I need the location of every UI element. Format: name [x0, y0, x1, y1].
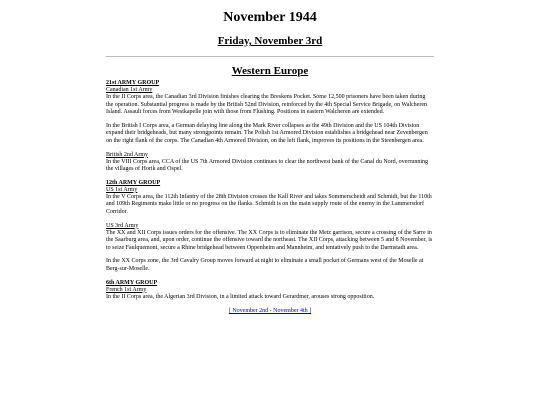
report-paragraph: In the II Corps area, the Algerian 3rd Division, in a limited attack toward Gerardmer, arouses strong opposition. — [106, 293, 375, 300]
report-paragraph: In the British I Corps area, a German delaying line along the Mark River collapses as the 49th Division and the US 104th Division expand their bridgeheads, but many strongpoints remain. The Polish 1st Armored Division establishes a bridgehead near Zevenbergen on the right flank of the corps. The Canadian 4th Armored Division, on the left flank, improves its positions in the Steenbergen area. — [106, 122, 428, 144]
report-paragraph: In the II Corps area, the Canadian 3rd Division finishes clearing the Breskens Pocket. Some 12,500 prisoners have been taken during the operation. Substantial progress is made by the British 52nd Division, reinforced by the 4th Special Service Brigade, on Walcheren Island. Assault forces from Westkapelle join with those from Flushing. Positions in eastern Walcheren are extended. — [106, 94, 427, 116]
page-title: November 1944 — [223, 10, 317, 25]
army-group-12 — [106, 180, 434, 274]
page-date: Friday, November 3rd — [217, 35, 323, 47]
army-title: British 2nd Army — [106, 151, 149, 158]
day-navigation-link[interactable] — [229, 308, 311, 314]
divider — [106, 56, 434, 57]
report-paragraph: In the V Corps area, the 112th Infantry of the 28th Division crosses the Kall River and takes Sommerscheidt and Schmidt, but the 110th and 109th Regiments make little or no progress on the flanks. Schmidt is on the main supply route of the enemy in the Lammersdorf Corridor. — [106, 193, 432, 215]
army-title: US 1st Army — [106, 186, 138, 193]
next-day-label: November 4th — [273, 308, 308, 315]
army-group-21 — [106, 80, 434, 174]
nav-bracket-open: [ — [228, 308, 233, 315]
section-title: Western Europe — [231, 65, 309, 77]
report-paragraph: In the VIII Corps area, CCA of the US 7th Armored Division continues to clear the northwest bank of the Canal du Nord, overrunning the villages of Horik and Ospel. — [106, 158, 428, 173]
army-title: Canadian 1st Army — [106, 87, 153, 93]
army-group-title: 6th ARMY GROUP — [106, 279, 158, 286]
army-group-title: 12th ARMY GROUP — [106, 179, 161, 186]
army-title: French 1st Army — [106, 286, 147, 293]
army-title: US 3rd Army — [106, 222, 139, 229]
report-paragraph: In the XX Corps zone, the 3rd Cavalry Group moves forward at night to eliminate a small pocket of Germans west of the Moselle at Berg-sur-Moselle. — [106, 258, 424, 272]
nav-separator: - — [268, 308, 274, 315]
report-paragraph: The XX and XII Corps issues orders for the offensive. The XX Corps is to eliminate the Metz garrison, secure a crossing of the Sarre in the Saarburg area, and, upon order, continue the offensive toward the northeast. The XII Corps, attacking between 5 and 8 November, is to seize Faulquemont, secure a Rhine bridgehead between Oppenheim and Mannheim, and tentatively push to the Darmstadt area. — [106, 229, 433, 251]
army-group-6 — [106, 280, 434, 302]
nav-bracket-close: ] — [307, 308, 312, 315]
day-navigation — [106, 307, 434, 315]
army-group-title: 21st ARMY GROUP — [106, 80, 160, 86]
prev-day-label: November 2nd — [232, 308, 269, 315]
